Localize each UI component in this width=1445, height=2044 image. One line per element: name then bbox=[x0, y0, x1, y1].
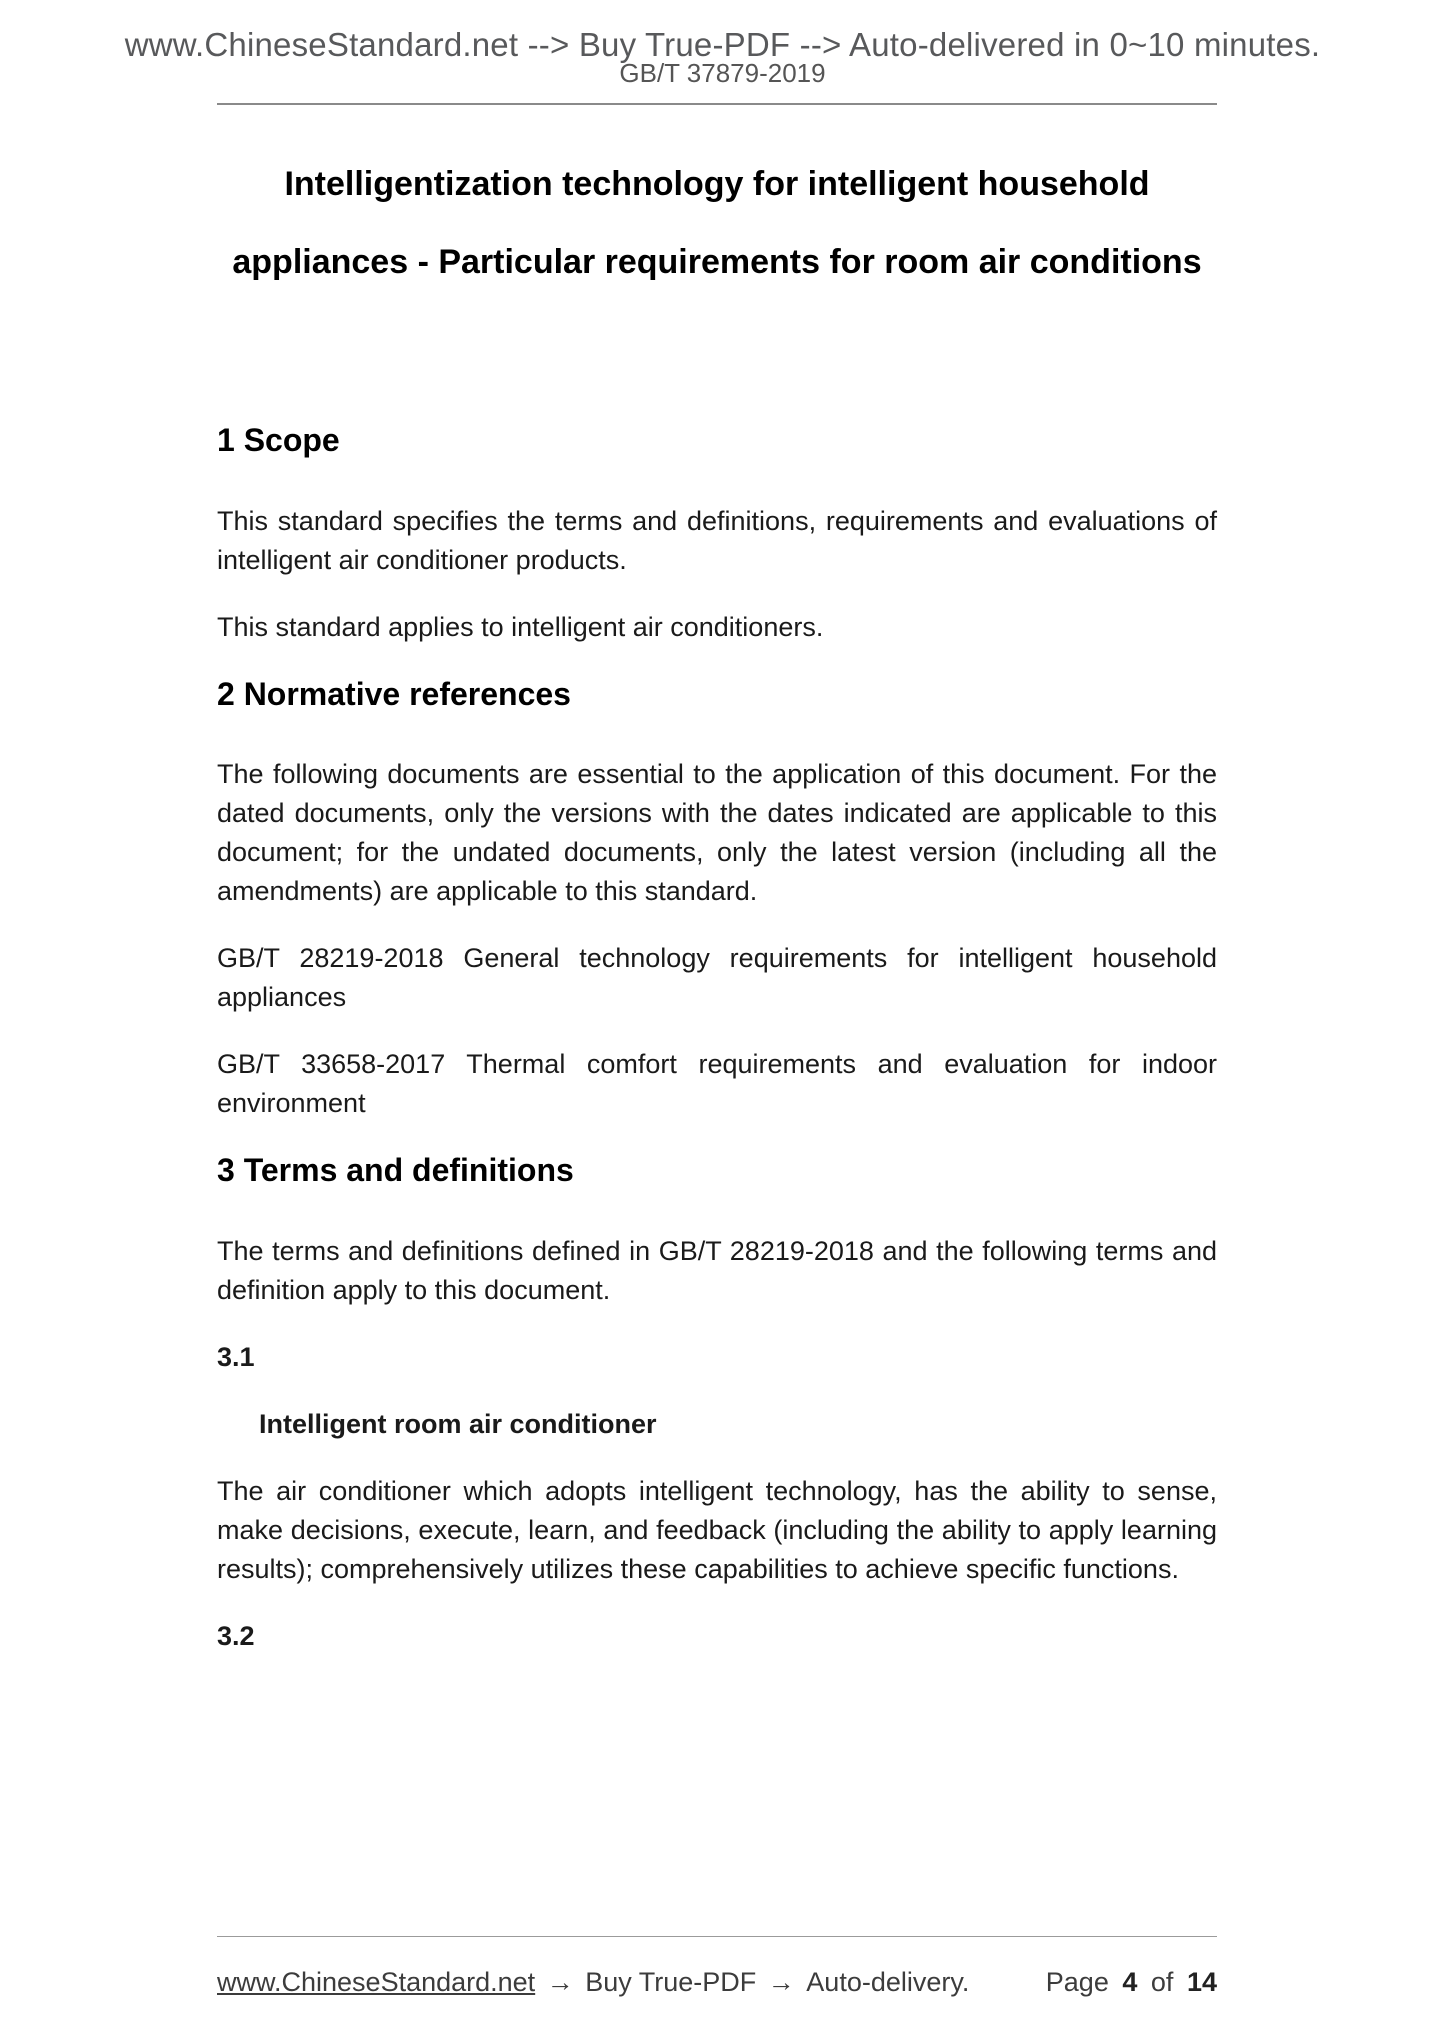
footer-site-link[interactable]: www.ChineseStandard.net bbox=[217, 1967, 536, 1997]
page-total-number: 14 bbox=[1186, 1967, 1217, 1997]
term-name-3-1: Intelligent room air conditioner bbox=[259, 1408, 657, 1439]
page-indicator bbox=[1040, 1967, 1217, 1998]
footer-divider bbox=[217, 1936, 1217, 1937]
terms-intro-paragraph: The terms and definitions defined in GB/T 28219-2018 and the following terms and definition apply to this document. bbox=[217, 1235, 1217, 1305]
document-content bbox=[0, 145, 1445, 1656]
page-footer bbox=[217, 1936, 1217, 1998]
page-current-number: 4 bbox=[1122, 1967, 1138, 1997]
doc-number: GB/T 37879-2019 bbox=[619, 58, 826, 88]
scope-paragraph-1: This standard specifies the terms and definitions, requirements and evaluations of intelligent air conditioner products. bbox=[217, 505, 1217, 575]
header-divider bbox=[217, 103, 1217, 105]
footer-arrow-2-icon: → bbox=[767, 1967, 795, 1997]
section-normative-references-heading: 2 Normative references bbox=[217, 675, 571, 712]
promo-banner: www.ChineseStandard.net --> Buy True-PDF --> Auto-delivered in 0~10 minutes. bbox=[124, 26, 1321, 63]
section-terms-heading: 3 Terms and definitions bbox=[217, 1152, 574, 1189]
document-title: Intelligentization technology for intelligent household appliances - Particular requirements for room air conditions bbox=[232, 165, 1202, 282]
normative-references-paragraph: The following documents are essential to the application of this document. For the dated documents, only the versions with the dates indicated are applicable to this document; for the undated documents, only the latest version (including all the amendments) are applicable to this standard. bbox=[217, 759, 1217, 907]
term-number-3-1: 3.1 bbox=[217, 1341, 255, 1372]
footer-row bbox=[217, 1967, 1217, 1998]
normative-reference-1: GB/T 28219-2018 General technology requirements for intelligent household appliances bbox=[217, 943, 1217, 1013]
footer-delivery-text: Auto-delivery. bbox=[806, 1967, 970, 1997]
normative-reference-2: GB/T 33658-2017 Thermal comfort requirements and evaluation for indoor environment bbox=[217, 1049, 1217, 1119]
term-number-3-2: 3.2 bbox=[217, 1620, 255, 1651]
term-definition-3-1: The air conditioner which adopts intelligent technology, has the ability to sense, make decisions, execute, learn, and feedback (including the ability to apply learning results); comprehensively utilizes these capabilities to achieve specific functions. bbox=[217, 1475, 1217, 1584]
scope-paragraph-2: This standard applies to intelligent air conditioners. bbox=[217, 611, 824, 642]
footer-promo bbox=[217, 1967, 969, 1998]
footer-arrow-1-icon: → bbox=[546, 1967, 574, 1997]
page-label: Page bbox=[1045, 1967, 1109, 1997]
page-of-label: of bbox=[1150, 1967, 1174, 1997]
section-scope-heading: 1 Scope bbox=[217, 422, 340, 459]
footer-buy-text: Buy True-PDF bbox=[585, 1967, 757, 1997]
